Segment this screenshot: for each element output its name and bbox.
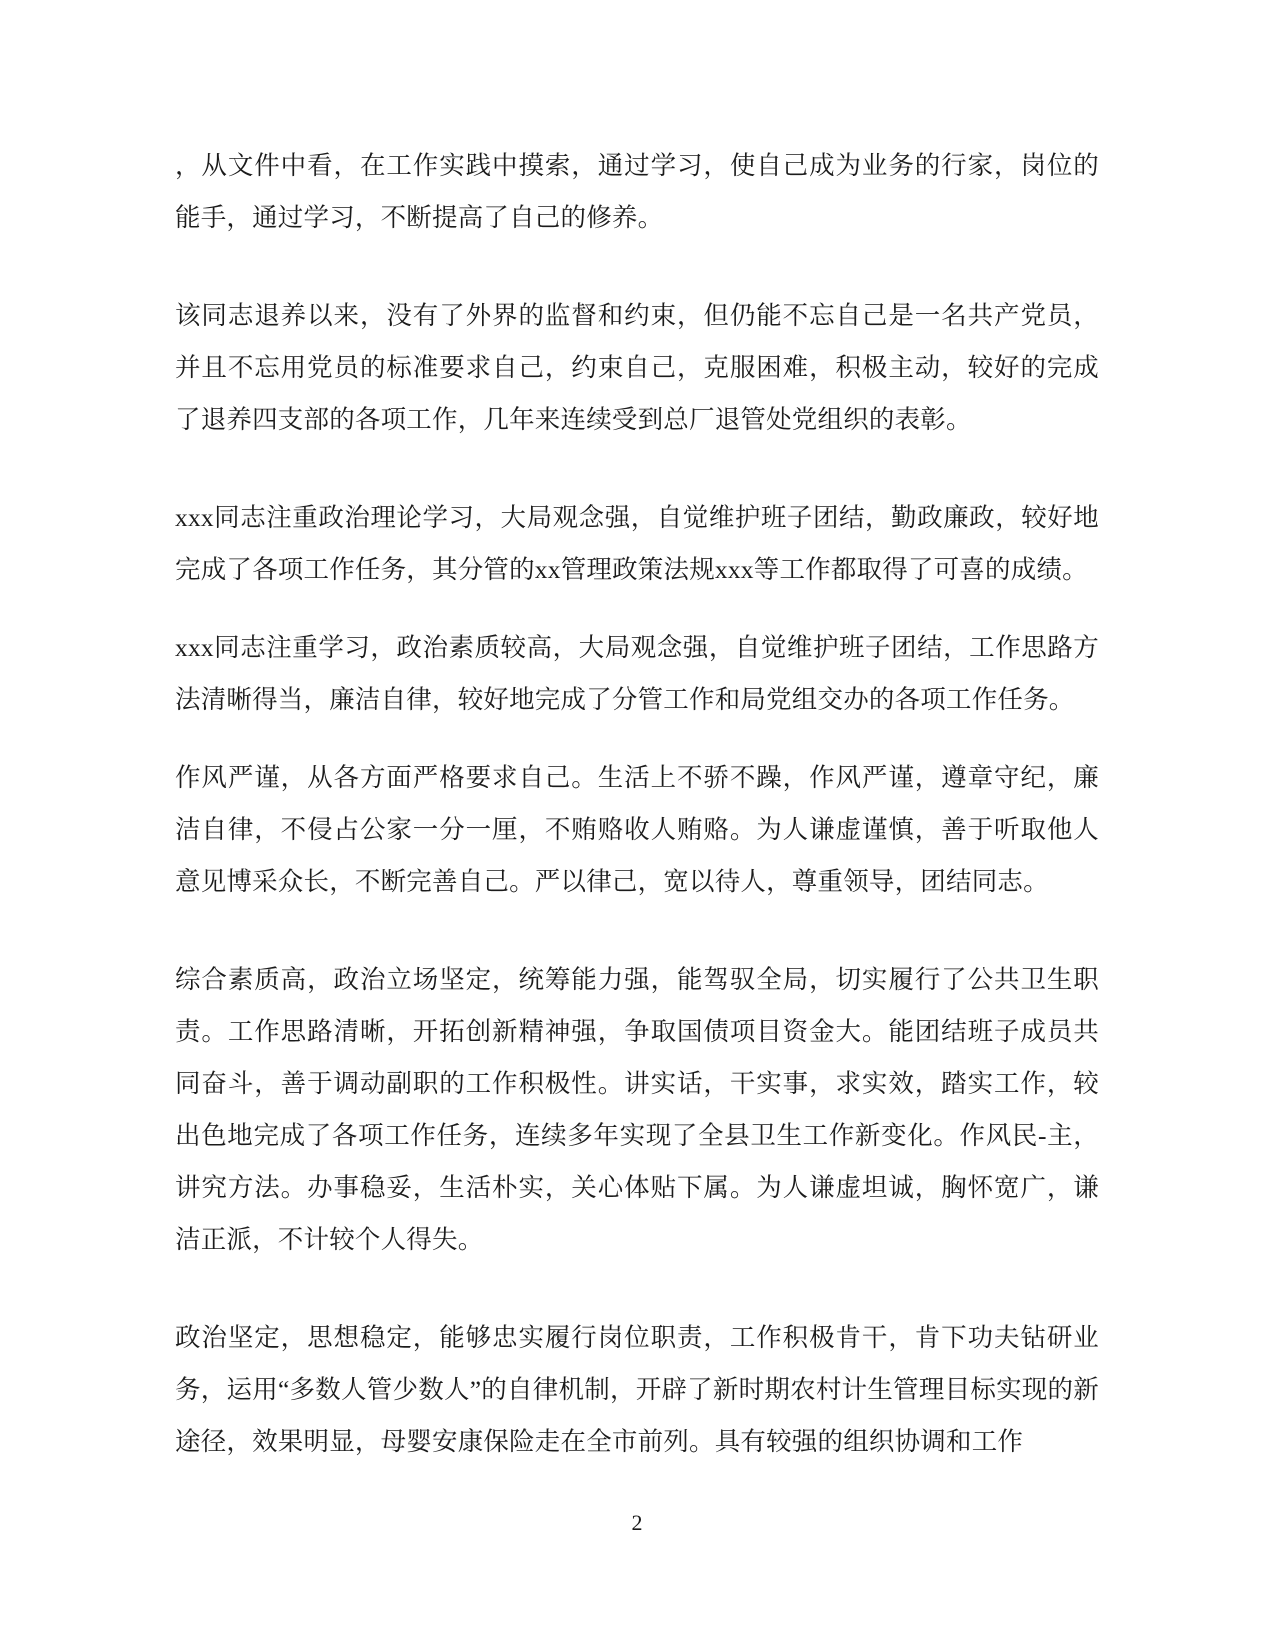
page-number: 2 bbox=[631, 1510, 643, 1535]
paragraph-7: 政治坚定，思想稳定，能够忠实履行岗位职责，工作积极肯干，肯下功夫钻研业务，运用“多数人管少数人”的自律机制，开辟了新时期农村计生管理目标实现的新途径，效果明显，母婴安康保险走在全市前列。具有较强的组织协调和工作 bbox=[175, 1323, 1099, 1456]
paragraph-3: xxx同志注重政治理论学习，大局观念强，自觉维护班子团结，勤政廉政，较好地完成了各项工作任务，其分管的xx管理政策法规xxx等工作都取得了可喜的成绩。 bbox=[175, 503, 1099, 584]
document-body bbox=[175, 140, 1099, 1468]
paragraph-5: 作风严谨，从各方面严格要求自己。生活上不骄不躁，作风严谨，遵章守纪，廉洁自律，不侵占公家一分一厘，不贿赂收人贿赂。为人谦虚谨慎，善于听取他人意见博采众长，不断完善自己。严以律己，宽以待人，尊重领导，团结同志。 bbox=[175, 763, 1099, 896]
paragraph-6: 综合素质高，政治立场坚定，统筹能力强，能驾驭全局，切实履行了公共卫生职责。工作思路清晰，开拓创新精神强，争取国债项目资金大。能团结班子成员共同奋斗，善于调动副职的工作积极性。讲实话，干实事，求实效，踏实工作，较出色地完成了各项工作任务，连续多年实现了全县卫生工作新变化。作风民-主，讲究方法。办事稳妥，生活朴实，关心体贴下属。为人谦虚坦诚，胸怀宽广，谦洁正派，不计较个人得失。 bbox=[175, 965, 1099, 1254]
paragraph-4: xxx同志注重学习，政治素质较高，大局观念强，自觉维护班子团结，工作思路方法清晰得当，廉洁自律，较好地完成了分管工作和局党组交办的各项工作任务。 bbox=[175, 633, 1099, 714]
paragraph-1: ，从文件中看，在工作实践中摸索，通过学习，使自己成为业务的行家，岗位的能手，通过学习，不断提高了自己的修养。 bbox=[175, 151, 1099, 232]
paragraph-2: 该同志退养以来，没有了外界的监督和约束，但仍能不忘自己是一名共产党员，并且不忘用党员的标准要求自己，约束自己，克服困难，积极主动，较好的完成了退养四支部的各项工作，几年来连续受到总厂退管处党组织的表彰。 bbox=[175, 301, 1099, 434]
